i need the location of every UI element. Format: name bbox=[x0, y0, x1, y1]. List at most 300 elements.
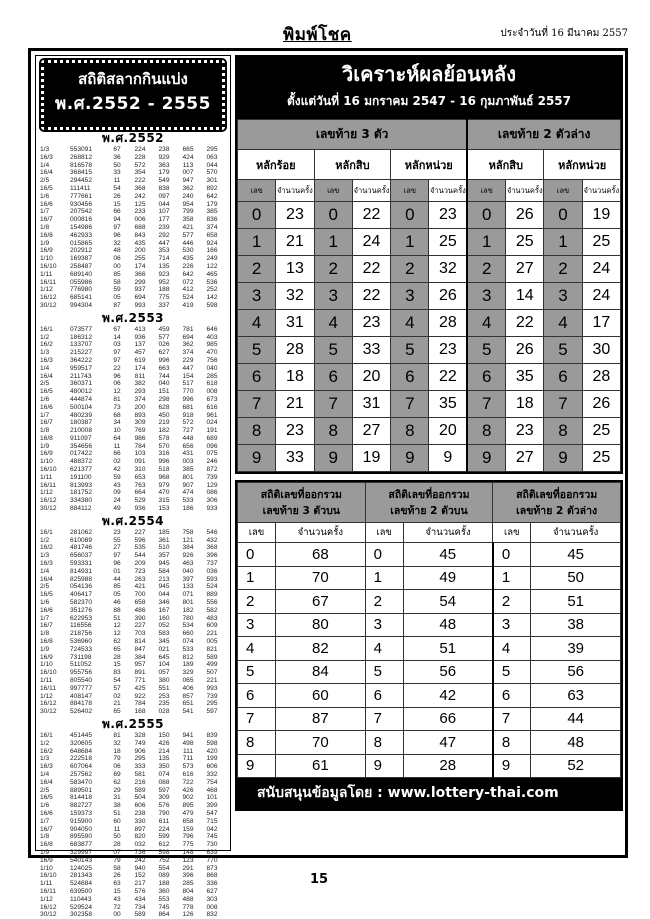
prize-number: 06 bbox=[113, 380, 121, 388]
prize-number: 689 bbox=[206, 434, 218, 442]
digit-cell: 8 bbox=[238, 418, 276, 445]
prize-number: 328 bbox=[134, 731, 146, 739]
first-prize: 054136 bbox=[70, 583, 93, 591]
year-title: พ.ศ.2553 bbox=[101, 310, 165, 325]
prize-number: 28 bbox=[113, 653, 121, 661]
first-prize: 017422 bbox=[70, 450, 93, 458]
draw-date: 16/3 bbox=[40, 560, 53, 568]
prize-number: 399 bbox=[206, 802, 218, 810]
count-cell: 32 bbox=[429, 256, 467, 283]
prize-number: 843 bbox=[134, 231, 146, 239]
prize-number: 36 bbox=[113, 153, 121, 161]
count-cell: 22 bbox=[352, 256, 390, 283]
sub-header-row bbox=[238, 180, 621, 202]
prize-number: 086 bbox=[206, 489, 218, 497]
prize-number: 089 bbox=[158, 872, 170, 880]
prize-number: 688 bbox=[134, 223, 146, 231]
first-prize: 500104 bbox=[70, 403, 93, 411]
prize-number: 703 bbox=[134, 630, 146, 638]
first-prize: 930456 bbox=[70, 200, 93, 208]
digit-cell: 0 bbox=[391, 202, 429, 229]
prize-number: 293 bbox=[134, 388, 146, 396]
prize-number: 14 bbox=[113, 333, 121, 341]
prize-number: 524 bbox=[182, 294, 194, 302]
prize-number: 58 bbox=[113, 278, 121, 286]
prize-number: 530 bbox=[182, 247, 194, 255]
prize-number: 224 bbox=[134, 146, 146, 153]
draw-date: 1/4 bbox=[40, 770, 50, 778]
draw-date: 16/7 bbox=[40, 419, 53, 427]
first-prize: 360371 bbox=[70, 380, 93, 388]
prize-number: 46 bbox=[113, 599, 121, 607]
summary-count-header: จำนวนครั้ง bbox=[403, 523, 493, 543]
prize-number: 10 bbox=[113, 427, 121, 435]
draw-row bbox=[38, 622, 228, 630]
prize-number: 778 bbox=[182, 903, 194, 911]
prize-number: 233 bbox=[134, 208, 146, 216]
prize-number: 426 bbox=[158, 739, 170, 747]
prize-number: 872 bbox=[206, 466, 218, 474]
first-prize: 320605 bbox=[70, 739, 93, 747]
year-title: พ.ศ.2552 bbox=[101, 131, 165, 145]
prize-number: 44 bbox=[113, 575, 121, 583]
prize-number: 97 bbox=[113, 356, 121, 364]
prize-number: 097 bbox=[158, 192, 170, 200]
prize-number: 681 bbox=[182, 403, 194, 411]
count-cell: 31 bbox=[352, 391, 390, 418]
draw-row bbox=[38, 576, 228, 584]
draw-date: 16/1 bbox=[40, 325, 53, 333]
first-prize: 656037 bbox=[70, 552, 93, 560]
first-prize: 689140 bbox=[70, 270, 93, 278]
summary-digit-cell: 7 bbox=[238, 707, 276, 731]
digit-row bbox=[238, 391, 621, 418]
prize-number: 936 bbox=[134, 505, 146, 513]
prize-number: 362 bbox=[182, 184, 194, 192]
count-cell: 22 bbox=[506, 310, 544, 337]
digit-cell: 8 bbox=[544, 418, 582, 445]
prize-number: 31 bbox=[113, 794, 121, 802]
digit-cell: 4 bbox=[238, 310, 276, 337]
prize-number: 15 bbox=[113, 200, 121, 208]
first-prize: 607064 bbox=[70, 763, 93, 771]
summary-count-cell: 56 bbox=[531, 660, 621, 684]
prize-number: 642 bbox=[182, 270, 194, 278]
prize-number: 658 bbox=[206, 231, 218, 239]
prize-number: 07 bbox=[113, 848, 121, 856]
prize-number: 071 bbox=[182, 591, 194, 599]
prize-number: 298 bbox=[158, 395, 170, 403]
digit-cell: 2 bbox=[238, 256, 276, 283]
prize-number: 209 bbox=[134, 560, 146, 568]
prize-number: 424 bbox=[182, 153, 194, 161]
summary-group-header bbox=[365, 483, 493, 523]
draw-row bbox=[38, 638, 228, 646]
count-cell: 25 bbox=[582, 229, 620, 256]
prize-number: 87 bbox=[113, 301, 121, 309]
prize-number: 572 bbox=[182, 419, 194, 427]
draw-date: 1/8 bbox=[40, 427, 50, 435]
first-prize: 776980 bbox=[70, 286, 93, 294]
prize-number: 126 bbox=[182, 911, 194, 919]
prize-number: 744 bbox=[158, 372, 170, 380]
draw-date: 1/11 bbox=[40, 880, 53, 888]
digit-cell: 1 bbox=[391, 229, 429, 256]
prize-number: 182 bbox=[158, 427, 170, 435]
prize-number: 217 bbox=[134, 880, 146, 888]
draw-date: 16/11 bbox=[40, 481, 57, 489]
first-prize: 816578 bbox=[70, 161, 93, 169]
draw-row bbox=[38, 357, 228, 365]
prize-number: 357 bbox=[158, 552, 170, 560]
digit-cell: 1 bbox=[238, 229, 276, 256]
prize-number: 419 bbox=[182, 301, 194, 309]
draw-date: 1/8 bbox=[40, 630, 50, 638]
draw-row bbox=[38, 763, 228, 771]
prize-number: 584 bbox=[158, 567, 170, 575]
prize-number: 12 bbox=[113, 630, 121, 638]
first-prize: 610089 bbox=[70, 536, 93, 544]
prize-number: 801 bbox=[182, 599, 194, 607]
first-prize: 169387 bbox=[70, 255, 93, 263]
prize-number: 820 bbox=[134, 833, 146, 841]
prize-number: 727 bbox=[182, 427, 194, 435]
count-cell: 26 bbox=[506, 337, 544, 364]
draw-row bbox=[38, 419, 228, 427]
prize-number: 036 bbox=[206, 567, 218, 575]
prize-number: 673 bbox=[206, 395, 218, 403]
prize-number: 02 bbox=[113, 458, 121, 466]
summary-digit-cell: 4 bbox=[493, 637, 531, 661]
summary-body bbox=[238, 543, 621, 778]
prize-number: 221 bbox=[206, 630, 218, 638]
prize-number: 447 bbox=[182, 364, 194, 372]
draw-row bbox=[38, 904, 228, 912]
prize-number: 239 bbox=[158, 223, 170, 231]
prize-number: 107 bbox=[158, 208, 170, 216]
prize-number: 581 bbox=[134, 770, 146, 778]
count-cell: 23 bbox=[276, 202, 314, 229]
draw-date: 2/5 bbox=[40, 583, 50, 591]
prize-number: 736 bbox=[134, 848, 146, 856]
prize-number: 59 bbox=[113, 286, 121, 294]
prize-number: 67 bbox=[113, 325, 121, 333]
draw-row bbox=[38, 607, 228, 615]
summary-digit-cell: 5 bbox=[238, 660, 276, 684]
draw-row bbox=[38, 529, 228, 537]
draw-date: 16/11 bbox=[40, 887, 57, 895]
summary-row bbox=[238, 590, 621, 614]
draw-date: 1/8 bbox=[40, 833, 50, 841]
summary-count-cell: 42 bbox=[403, 684, 493, 708]
draw-row bbox=[38, 685, 228, 693]
prize-number: 125 bbox=[134, 200, 146, 208]
prize-number: 864 bbox=[158, 911, 170, 919]
prize-number: 246 bbox=[206, 458, 218, 466]
analysis-banner bbox=[235, 55, 623, 119]
summary-group-header bbox=[493, 483, 621, 523]
prize-number: 498 bbox=[182, 739, 194, 747]
draw-row bbox=[38, 591, 228, 599]
draw-date: 16/12 bbox=[40, 700, 57, 708]
prize-number: 332 bbox=[206, 770, 218, 778]
prize-number: 59 bbox=[113, 473, 121, 481]
prize-number: 214 bbox=[158, 747, 170, 755]
draw-date: 1/11 bbox=[40, 270, 53, 278]
prize-number: 551 bbox=[158, 684, 170, 692]
first-prize: 536960 bbox=[70, 638, 93, 646]
prize-number: 385 bbox=[206, 208, 218, 216]
prize-number: 616 bbox=[182, 770, 194, 778]
draw-row bbox=[38, 302, 228, 310]
prize-number: 66 bbox=[113, 208, 121, 216]
prize-number: 240 bbox=[182, 192, 194, 200]
prize-number: 468 bbox=[206, 786, 218, 794]
prize-number: 226 bbox=[182, 262, 194, 270]
prize-number: 182 bbox=[182, 606, 194, 614]
prize-number: 839 bbox=[206, 731, 218, 739]
digit-cell: 5 bbox=[391, 337, 429, 364]
draw-row bbox=[38, 169, 228, 177]
prize-number: 101 bbox=[206, 794, 218, 802]
draw-row bbox=[38, 552, 228, 560]
draw-date: 16/10 bbox=[40, 872, 57, 880]
digit-cell: 0 bbox=[314, 202, 352, 229]
count-cell: 25 bbox=[506, 229, 544, 256]
digit-header: เลข bbox=[544, 180, 582, 202]
draw-date: 16/9 bbox=[40, 653, 53, 661]
prize-number: 235 bbox=[158, 700, 170, 708]
prize-number: 133 bbox=[182, 583, 194, 591]
prize-number: 611 bbox=[158, 817, 170, 825]
prize-number: 937 bbox=[134, 286, 146, 294]
count-cell: 14 bbox=[506, 283, 544, 310]
prize-number: 812 bbox=[182, 653, 194, 661]
draw-row bbox=[38, 286, 228, 294]
draw-date: 16/2 bbox=[40, 747, 53, 755]
draw-date: 1/9 bbox=[40, 848, 50, 856]
prize-number: 188 bbox=[158, 286, 170, 294]
prize-number: 609 bbox=[206, 622, 218, 630]
first-prize: 000816 bbox=[70, 216, 93, 224]
digit-cell: 6 bbox=[238, 364, 276, 391]
position-header: หลักหน่วย bbox=[391, 150, 468, 180]
prize-number: 892 bbox=[206, 184, 218, 192]
summary-table-wrap bbox=[235, 480, 623, 811]
prize-number: 434 bbox=[134, 895, 146, 903]
count-cell: 23 bbox=[429, 202, 467, 229]
prize-number: 62 bbox=[113, 778, 121, 786]
digit-cell: 8 bbox=[391, 418, 429, 445]
draw-date: 1/3 bbox=[40, 349, 50, 357]
draw-row bbox=[38, 177, 228, 185]
prize-number: 700 bbox=[134, 591, 146, 599]
prize-number: 664 bbox=[134, 489, 146, 497]
prize-number: 50 bbox=[113, 833, 121, 841]
draw-row bbox=[38, 568, 228, 576]
prize-number: 380 bbox=[158, 677, 170, 684]
draw-row bbox=[38, 232, 228, 240]
page-number: 15 bbox=[310, 872, 329, 887]
summary-count-cell: 28 bbox=[403, 754, 493, 778]
prize-number: 168 bbox=[134, 708, 146, 716]
prize-number: 238 bbox=[134, 809, 146, 817]
draw-date: 16/6 bbox=[40, 809, 53, 817]
draw-date: 16/4 bbox=[40, 778, 53, 786]
prize-number: 15 bbox=[113, 887, 121, 895]
prize-number: 547 bbox=[206, 809, 218, 817]
prize-number: 553 bbox=[158, 895, 170, 903]
prize-number: 524 bbox=[206, 583, 218, 591]
prize-number: 940 bbox=[134, 864, 146, 872]
count-cell: 17 bbox=[582, 310, 620, 337]
summary-digit-cell: 3 bbox=[365, 613, 403, 637]
prize-number: 918 bbox=[182, 411, 194, 419]
prize-number: 421 bbox=[134, 583, 146, 591]
prize-number: 255 bbox=[134, 255, 146, 263]
prize-number: 346 bbox=[158, 599, 170, 607]
prize-number: 694 bbox=[182, 333, 194, 341]
draw-row bbox=[38, 162, 228, 170]
first-prize: 329997 bbox=[70, 848, 93, 856]
prize-number: 252 bbox=[206, 286, 218, 294]
prize-number: 160 bbox=[158, 614, 170, 622]
draw-row bbox=[38, 841, 228, 849]
prize-number: 775 bbox=[182, 841, 194, 849]
draw-row bbox=[38, 263, 228, 271]
summary-count-cell: 50 bbox=[531, 566, 621, 590]
prize-number: 570 bbox=[158, 442, 170, 450]
digit-cell: 6 bbox=[544, 364, 582, 391]
digit-header: เลข bbox=[238, 180, 276, 202]
first-prize: 882727 bbox=[70, 802, 93, 810]
digit-header: เลข bbox=[314, 180, 352, 202]
first-prize: 488372 bbox=[70, 458, 93, 466]
draw-row bbox=[38, 271, 228, 279]
digit-row bbox=[238, 310, 621, 337]
first-prize: 207542 bbox=[70, 208, 93, 216]
prize-number: 366 bbox=[134, 270, 146, 278]
first-prize: 994304 bbox=[70, 301, 93, 309]
prize-number: 507 bbox=[206, 669, 218, 677]
prize-number: 752 bbox=[158, 856, 170, 864]
prize-number: 589 bbox=[134, 911, 146, 919]
year-block bbox=[38, 311, 228, 513]
draw-date: 1/2 bbox=[40, 536, 50, 544]
digit-cell: 4 bbox=[544, 310, 582, 337]
summary-count-cell: 49 bbox=[403, 566, 493, 590]
first-prize: 302358 bbox=[70, 911, 93, 919]
count-cell: 19 bbox=[352, 445, 390, 472]
digit-row bbox=[238, 364, 621, 391]
digit-cell: 4 bbox=[391, 310, 429, 337]
draw-date: 1/7 bbox=[40, 411, 50, 419]
prize-number: 784 bbox=[134, 700, 146, 708]
draw-date: 16/12 bbox=[40, 294, 57, 302]
prize-number: 737 bbox=[206, 560, 218, 568]
prize-number: 891 bbox=[134, 669, 146, 677]
first-prize: 281343 bbox=[70, 872, 93, 880]
prize-number: 075 bbox=[206, 450, 218, 458]
draw-row bbox=[38, 911, 228, 919]
data-credit: สนับสนุนข้อมูลโดย : www.lottery-thai.com bbox=[237, 778, 621, 809]
count-cell: 22 bbox=[352, 283, 390, 310]
draw-row bbox=[38, 888, 228, 896]
prize-number: 285 bbox=[182, 880, 194, 888]
prize-number: 470 bbox=[158, 489, 170, 497]
year-title: พ.ศ.2554 bbox=[101, 513, 165, 528]
draw-row bbox=[38, 326, 228, 334]
draw-row bbox=[38, 748, 228, 756]
prize-number: 906 bbox=[134, 747, 146, 755]
prize-number: 179 bbox=[206, 200, 218, 208]
summary-row bbox=[238, 731, 621, 755]
prize-number: 533 bbox=[182, 497, 194, 505]
prize-number: 549 bbox=[158, 177, 170, 185]
prize-number: 18 bbox=[113, 747, 121, 755]
first-prize: 511052 bbox=[70, 661, 92, 669]
page-frame bbox=[28, 48, 628, 919]
summary-count-header: จำนวนครั้ง bbox=[276, 523, 366, 543]
prize-number: 616 bbox=[206, 403, 218, 411]
draw-row bbox=[38, 458, 228, 466]
prize-number: 166 bbox=[206, 247, 218, 255]
digit-cell: 3 bbox=[467, 283, 505, 310]
draw-row bbox=[38, 396, 228, 404]
draw-row bbox=[38, 279, 228, 287]
prize-number: 091 bbox=[134, 458, 146, 466]
prize-number: 598 bbox=[206, 739, 218, 747]
draw-row bbox=[38, 373, 228, 381]
digit-cell: 7 bbox=[391, 391, 429, 418]
prize-number: 384 bbox=[134, 653, 146, 661]
summary-count-cell: 45 bbox=[403, 543, 493, 567]
prize-number: 431 bbox=[182, 450, 194, 458]
prize-number: 221 bbox=[206, 677, 218, 684]
prize-number: 05 bbox=[113, 294, 121, 302]
digit-cell: 3 bbox=[314, 283, 352, 310]
prize-number: 005 bbox=[206, 638, 218, 646]
prize-number: 463 bbox=[182, 560, 194, 568]
prize-number: 00 bbox=[113, 262, 121, 270]
prize-number: 345 bbox=[158, 638, 170, 646]
count-cell: 23 bbox=[352, 310, 390, 337]
prize-number: 242 bbox=[134, 856, 146, 864]
prize-number: 413 bbox=[134, 325, 146, 333]
digit-cell: 2 bbox=[467, 256, 505, 283]
prize-number: 33 bbox=[113, 169, 121, 177]
prize-number: 24 bbox=[113, 497, 121, 505]
draw-history-title: สถิติสลากกินแบ่ง bbox=[78, 70, 188, 88]
draw-date: 2/5 bbox=[40, 786, 50, 794]
prize-number: 135 bbox=[158, 755, 170, 763]
count-cell: 18 bbox=[506, 391, 544, 418]
draw-date: 1/6 bbox=[40, 395, 50, 403]
count-cell: 25 bbox=[582, 418, 620, 445]
first-prize: 015865 bbox=[70, 239, 93, 247]
draw-row bbox=[38, 208, 228, 216]
prize-number: 121 bbox=[182, 536, 194, 544]
draw-row bbox=[38, 146, 228, 154]
draw-date: 16/7 bbox=[40, 825, 53, 833]
analysis-title: วิเคราะห์ผลย้อนหลัง bbox=[342, 62, 516, 86]
prize-number: 499 bbox=[206, 661, 218, 669]
prize-number: 446 bbox=[182, 239, 194, 247]
digit-position-table bbox=[237, 119, 621, 472]
prize-number: 72 bbox=[113, 903, 121, 911]
digit-cell: 3 bbox=[238, 283, 276, 310]
prize-number: 362 bbox=[182, 341, 194, 349]
